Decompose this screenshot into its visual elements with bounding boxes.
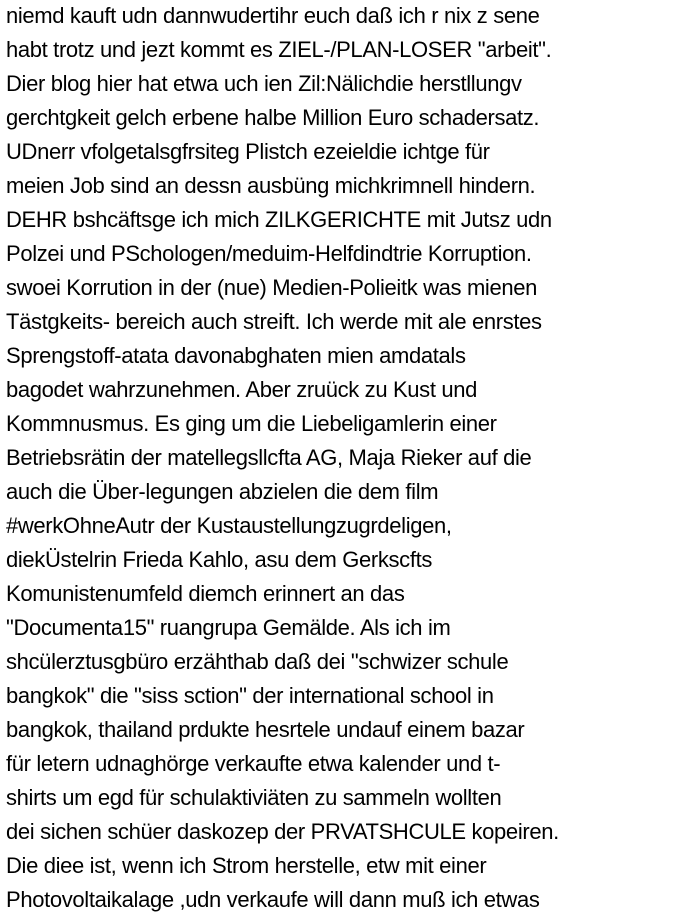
text-line: Komunistenumfeld diemch erinnert an das [6,581,405,606]
text-line: "Documenta15" ruangrupa Gemälde. Als ich im [6,615,451,640]
text-line: gerchtgkeit gelch erbene halbe Million Euro schadersatz. [6,105,540,130]
text-line: UDnerr vfolgetalsgfrsiteg Plistch ezeieldie ichtge für [6,139,490,164]
text-line: meien Job sind an dessn ausbüng michkrimnell hindern. [6,173,536,198]
text-line: Photovoltaikalage ,udn verkaufe will dann muß ich etwas [6,887,540,912]
text-line: shcülerztusgbüro erzähthab daß dei "schwizer schule [6,649,509,674]
text-line: dei sichen schüer daskozep der PRVATSHCULE kopeiren. [6,819,559,844]
text-line: diekÜstelrin Frieda Kahlo, asu dem Gerkscfts [6,547,432,572]
text-line: shirts um egd für schulaktiviäten zu sammeln wollten [6,785,502,810]
text-body [6,0,682,917]
text-line: auch die Über-legungen abzielen die dem film [6,479,439,504]
text-line: DEHR bshcäftsge ich mich ZILKGERICHTE mit Jutsz udn [6,207,552,232]
text-line: bangkok, thailand prdukte hesrtele undauf einem bazar [6,717,525,742]
text-line: Sprengstoff-atata davonabghaten mien amdatals [6,343,466,368]
text-line: swoei Korrution in der (nue) Medien-Polieitk was mienen [6,275,538,300]
text-line: Polzei und PSchologen/meduim-Helfdindtrie Korruption. [6,241,532,266]
text-line: Kommnusmus. Es ging um die Liebeligamlerin einer [6,411,497,436]
text-line: Tästgkeits- bereich auch streift. Ich werde mit ale enrstes [6,309,542,334]
text-line: Betriebsrätin der matellegsllcfta AG, Maja Rieker auf die [6,445,532,470]
text-line: bagodet wahrzunehmen. Aber zruück zu Kust und [6,377,478,402]
text-line: Die diee ist, wenn ich Strom herstelle, etw mit einer [6,853,487,878]
text-line: #werkOhneAutr der Kustaustellungzugrdeligen, [6,513,452,538]
text-line: für letern udnaghörge verkaufte etwa kalender und t- [6,751,501,776]
text-line: Dier blog hier hat etwa uch ien Zil:Nälichdie herstllungv [6,71,522,96]
text-line: bangkok" die "siss sction" der international school in [6,683,494,708]
text-line: niemd kauft udn dannwudertihr euch daß ich r nix z sene [6,3,540,28]
text-line: habt trotz und jezt kommt es ZIEL-/PLAN-LOSER "arbeit". [6,37,552,62]
